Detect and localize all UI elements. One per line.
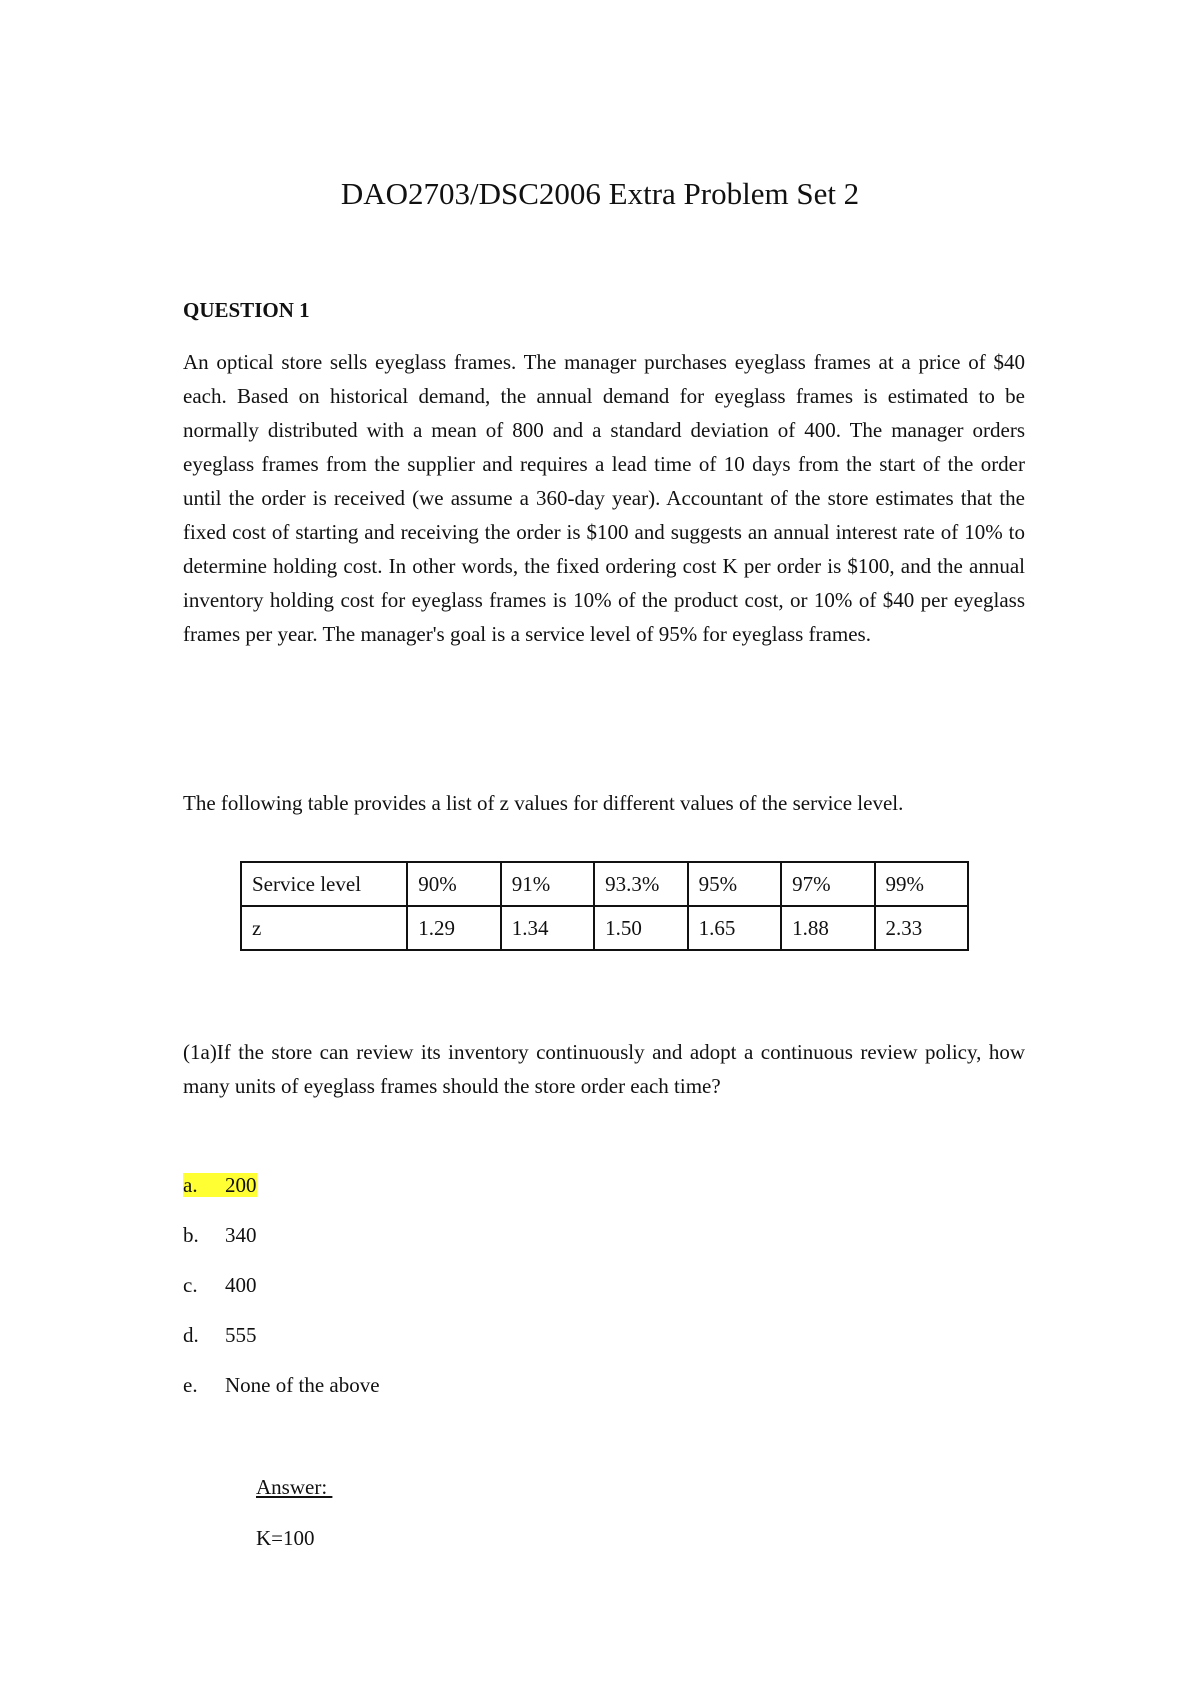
table-intro-text: The following table provides a list of z values for different values of the service level. <box>183 791 904 815</box>
option-value: 555 <box>225 1323 257 1347</box>
table-row-z <box>241 906 968 950</box>
table-cell: 1.34 <box>501 906 594 950</box>
option-b <box>183 1220 380 1270</box>
answer-options-list <box>183 1170 380 1420</box>
option-d <box>183 1320 380 1370</box>
option-e <box>183 1370 380 1420</box>
table-cell: 97% <box>781 862 874 906</box>
option-letter: d. <box>183 1323 199 1347</box>
answer-line: K=100 <box>256 1526 315 1550</box>
table-cell: 1.50 <box>594 906 687 950</box>
option-c <box>183 1270 380 1320</box>
table-cell: 1.88 <box>781 906 874 950</box>
table-cell: 1.29 <box>407 906 500 950</box>
option-letter: a. <box>183 1173 198 1197</box>
option-value: 340 <box>225 1223 257 1247</box>
table-cell: 2.33 <box>875 906 968 950</box>
option-value: 400 <box>225 1273 257 1297</box>
option-a <box>183 1170 380 1220</box>
table-cell: Service level <box>241 862 407 906</box>
answer-heading: Answer: <box>256 1475 333 1499</box>
question-1a-text: (1a)If the store can review its inventory continuously and adopt a continuous review policy, how many units of eyeglass frames should the store order each time? <box>183 1040 1025 1098</box>
problem-paragraph: An optical store sells eyeglass frames. The manager purchases eyeglass frames at a price of $40 each. Based on historical demand, the annual demand for eyeglass frames is estimated to be normally distributed with a mean of 800 and a standard deviation of 400. The manager orders eyeglass frames from the supplier and requires a lead time of 10 days from the start of the order until the order is received (we assume a 360-day year). Accountant of the store estimates that the fixed cost of starting and receiving the order is $100 and suggests an annual interest rate of 10% to determine holding cost. In other words, the fixed ordering cost K per order is $100, and the annual inventory holding cost for eyeglass frames is 10% of the product cost, or 10% of $40 per eyeglass frames per year. The manager's goal is a service level of 95% for eyeglass frames. <box>183 350 1025 646</box>
option-letter: b. <box>183 1223 199 1247</box>
table-cell: z <box>241 906 407 950</box>
document-title: DAO2703/DSC2006 Extra Problem Set 2 <box>340 176 860 211</box>
option-letter: e. <box>183 1373 198 1397</box>
table-cell: 93.3% <box>594 862 687 906</box>
option-value: 200 <box>225 1173 257 1197</box>
table-cell: 91% <box>501 862 594 906</box>
table-cell: 99% <box>875 862 968 906</box>
option-letter: c. <box>183 1273 198 1297</box>
option-a-highlight <box>183 1173 257 1197</box>
table-row-service-level <box>241 862 968 906</box>
table-cell: 95% <box>688 862 781 906</box>
z-value-table <box>240 861 969 951</box>
table-cell: 90% <box>407 862 500 906</box>
table-cell: 1.65 <box>688 906 781 950</box>
option-value: None of the above <box>225 1373 380 1397</box>
question-heading: QUESTION 1 <box>183 298 310 322</box>
